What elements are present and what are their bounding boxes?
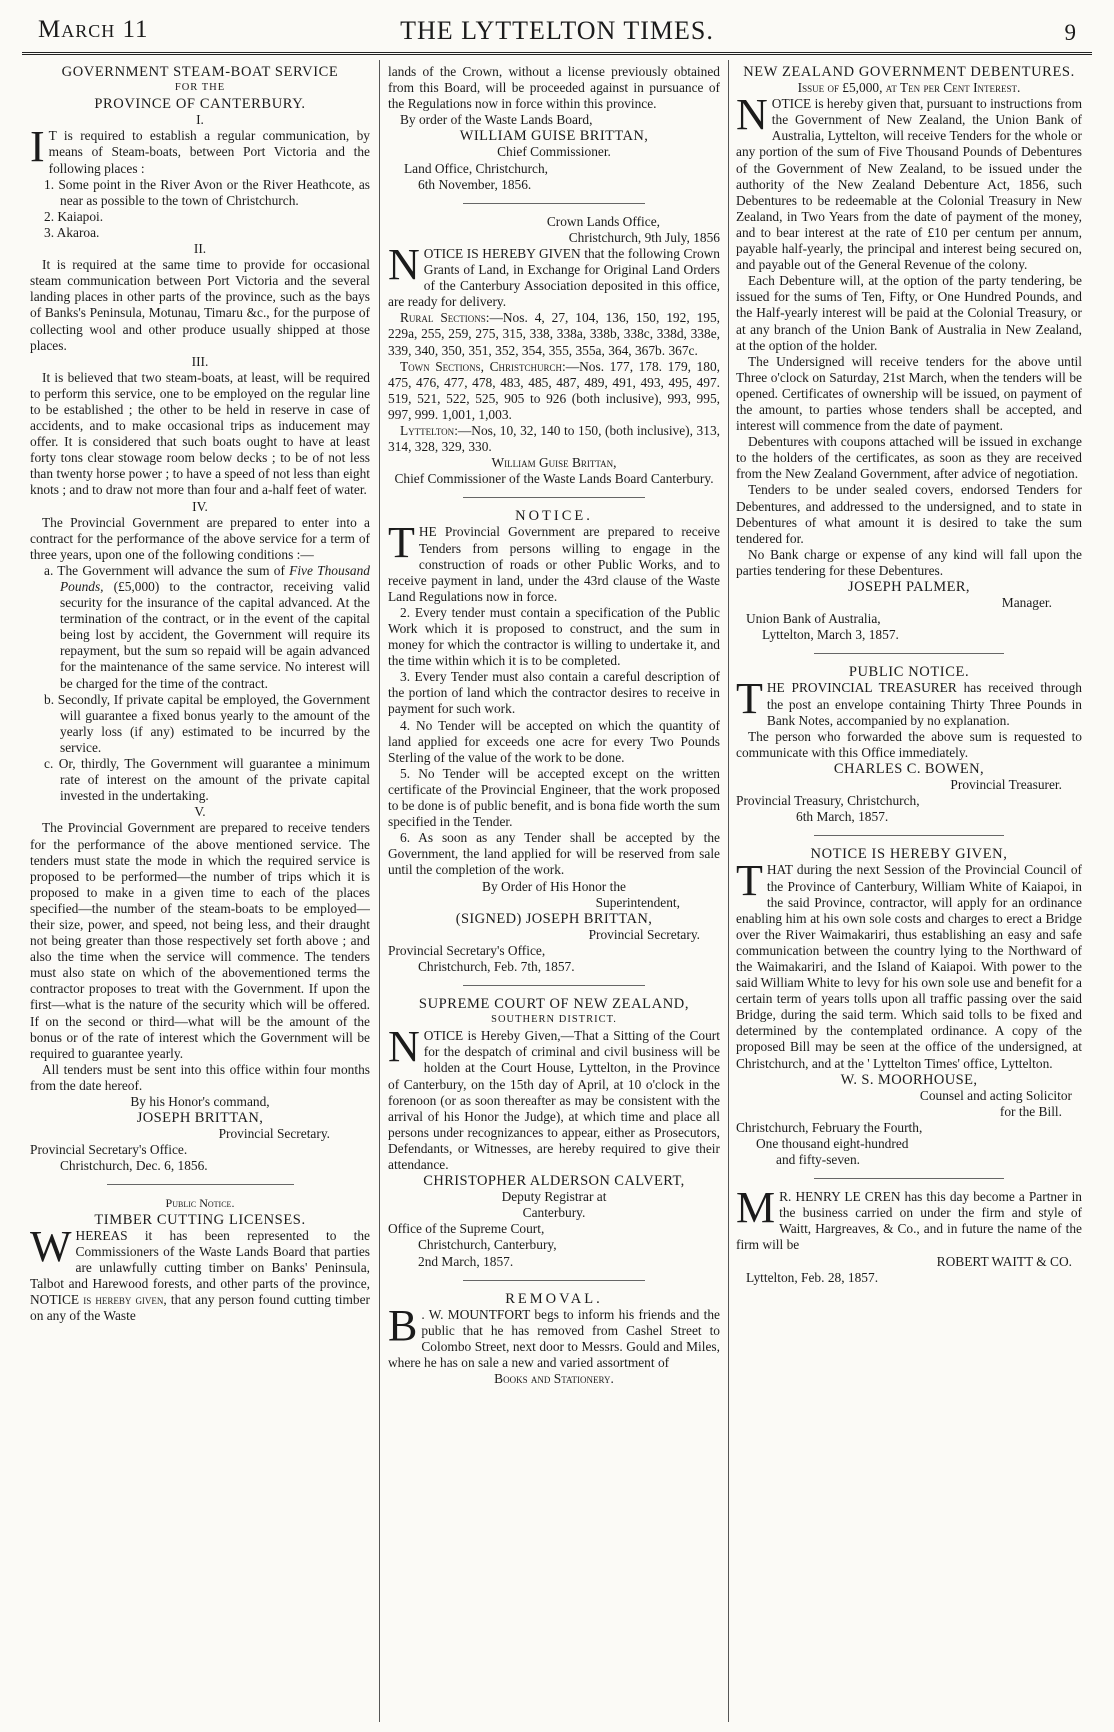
notice-heading: TIMBER CUTTING LICENSES.	[94, 1211, 306, 1228]
paragraph: lands of the Crown, without a license previously obtained from this Board, will be proceeded against in pursuance of the Regulations now in force within this province.	[388, 64, 720, 112]
paragraph: :—Nos, 10, 32, 140 to 150, (both inclusive), 313, 314, 328, 329, 330.	[388, 422, 720, 455]
drop-cap: I	[30, 122, 45, 172]
notice-subheading: Issue of £5,000, at Ten per Cent Interest.	[797, 80, 1021, 96]
signatory-name: JOSEPH BRITTAN,	[136, 1110, 264, 1127]
signature-line: Superintendent,	[595, 894, 680, 910]
paragraph: 4. No Tender will be accepted on which the quantity of land applied for exceeds one acre for every Two Pounds Sterling of the value of the work to be done.	[388, 717, 720, 765]
notice-heading: NEW ZEALAND GOVERNMENT DEBENTURES.	[743, 64, 1075, 80]
signatory-name: CHARLES C. BOWEN,	[833, 760, 985, 777]
paragraph: —Nos. 4, 27, 104, 136, 150, 192, 195, 229a, 255, 259, 275, 315, 338, 338a, 338b, 338c, 338d, 338e, 339, 340, 350, 351, 352, 354, 355, 355a, 364, 367b. 367c.	[388, 310, 720, 358]
section-rule	[107, 1184, 294, 1185]
paragraph: T is required to establish a regular communication, by means of Steam-boats, between Port Victoria and the following places :	[48, 128, 370, 176]
paragraph: OTICE is Hereby Given,—That a Sitting of the Court for the despatch of criminal and civil business will be holden at the Court House, Lyttelton, in the Province of Canterbury, on the 15th day of April, at 10 o'clock in the forenoon (or as soon thereafter as may be consistent with the arrival of his Honor the Judge), at which time and place all persons under recognizances to appear, either as Prosecutors, Defendants, or Witnesses, are hereby required to give their attendance.	[388, 1028, 720, 1172]
drop-cap: B	[388, 1300, 418, 1350]
removal-notice	[388, 1291, 720, 1388]
notice-heading: NOTICE.	[515, 508, 593, 525]
section-rule	[463, 985, 646, 986]
emphasis: Books and Stationery.	[494, 1371, 614, 1387]
section-rule	[463, 1280, 646, 1281]
drop-cap: M	[736, 1183, 776, 1233]
list-item-text: a. The Government will advance the sum of	[44, 562, 285, 578]
drop-cap: N	[388, 1022, 420, 1072]
paragraph: All tenders must be sent into this office within four months from the date hereof.	[30, 1061, 370, 1093]
section-rule	[463, 497, 646, 498]
partnership-notice	[736, 1183, 1082, 1286]
steam-boat-notice	[30, 64, 370, 1174]
signatory-role: Canterbury.	[522, 1205, 586, 1221]
notice-heading: REMOVAL.	[505, 1290, 603, 1307]
notice-heading: PUBLIC NOTICE.	[848, 664, 970, 681]
public-works-notice	[388, 508, 720, 975]
list-item: c. Or, thirdly, The Government will guarantee a minimum rate of interest on the amount of the private capital invested in the undertaking.	[44, 756, 370, 804]
paragraph: The Provincial Government are prepared to enter into a contract for the performance of the above service for a term of three years, upon one of the following conditions :—	[30, 514, 370, 562]
signatory-name: JOSEPH PALMER,	[848, 579, 970, 595]
section-rule	[814, 1178, 1004, 1179]
paragraph: HAT during the next Session of the Provincial Council of the Province of Canterbury, William White of Kaiapoi, in the said Province, contractor, will apply for an ordinance enabling him at his own sole costs and charges to erect a Bridge over the River Waimakariri, thus establishing an easy and safe communication between the country lying to the Northward of the Waimakariri, and the Island of Kaiapoi. With power to the said William White to levy for his own sole use and benefit for a certain term of years tolls upon all traffic passing over the said Bridge, during the said term. Which said tolls to be fixed and determined by the contemplated ordinance. A copy of the proposed Bill may be seen at the office of the undersigned, at Christchurch, and at the ' Lyttelton Times' office, Lyttelton.	[736, 862, 1082, 1071]
column-1	[30, 64, 370, 1724]
date-line: Christchurch, February the Fourth,	[736, 1119, 923, 1135]
list-item: b. Secondly, If private capital be employed, the Government will guarantee a fixed bonus yearly to the amount of the yearly loss (if any) estimated to be incurred by the service.	[44, 691, 370, 755]
issue-date: March 11	[38, 16, 149, 43]
section-number: II.	[193, 241, 207, 257]
office-line: Provincial Secretary's Office.	[30, 1142, 188, 1158]
label: Town Sections, Christchurch	[400, 358, 563, 374]
drop-cap: N	[736, 90, 768, 140]
section-number: IV.	[192, 498, 208, 514]
newspaper-title: THE LYTTELTON TIMES.	[400, 16, 714, 45]
list-item: 2. Kaiapoi.	[44, 208, 104, 224]
column-divider	[379, 60, 380, 1722]
signatory-role: Manager.	[1001, 595, 1052, 611]
paragraph: The person who forwarded the above sum is requested to communicate with this Office immediately.	[736, 728, 1082, 760]
notice-subheading: SOUTHERN DISTRICT.	[491, 1014, 617, 1026]
signatory-role: Deputy Registrar at	[501, 1189, 607, 1205]
paragraph: The Undersigned will receive tenders for the above until Three o'clock on Saturday, 21st March, when the tenders will be opened. Certificates of ownership will be issued, on payment of the amount, to parties whose tenders shall be accepted, and interest will commence from the date of payment.	[736, 353, 1082, 434]
paragraph: Tenders to be under sealed covers, endorsed Tenders for Debentures, and addressed to the undersigned, and to state in Debentures of what amount it is desired to take the sum tendered for.	[736, 482, 1082, 546]
office-line: Christchurch, Canterbury,	[418, 1237, 557, 1253]
date-line: 6th November, 1856.	[418, 176, 532, 192]
paragraph: It is believed that two steam-boats, at least, will be required to perform this service, one to be employed on the regular line to be established ; the other to be held in reserve in case of accidents, and to make occasional trips as inducement may offer. It is considered that such boats ought to have at least forty tons clear stowage room below decks ; to be of not less than twenty horse power ; to have a speed of not less than eight knots ; and to draw not more than four and a-half feet of water.	[30, 369, 370, 498]
signatory-name: William Guise Brittan,	[491, 455, 617, 471]
paragraph: HE PROVINCIAL TREASURER has received through the post an envelope containing Thirty Three Pounds in Bank Notes, accompanied by no explanation.	[766, 680, 1082, 728]
date-line: Christchurch, Dec. 6, 1856.	[60, 1158, 208, 1174]
paragraph: No Bank charge or expense of any kind will fall upon the parties tendering for these Debentures.	[736, 546, 1082, 578]
masthead	[18, 10, 1096, 54]
signatory-name: W. S. MOORHOUSE,	[840, 1071, 978, 1088]
timber-notice	[30, 1195, 370, 1324]
paragraph: that any person found cutting timber on any of the Waste	[30, 1292, 370, 1324]
column-2	[388, 64, 720, 1724]
timber-notice-continued	[388, 64, 720, 193]
signatory-role: Counsel and acting Solicitor	[919, 1087, 1072, 1103]
signatory-role: for the Bill.	[999, 1103, 1062, 1119]
section-number: I.	[196, 112, 204, 128]
paragraph: 2. Every tender must contain a specification of the Public Work which it is proposed to construct, and the sum in money for which the contractor is willing to undertake it, and the time within which it is to be completed.	[388, 604, 720, 669]
date-line: Christchurch, Feb. 7th, 1857.	[418, 958, 575, 974]
emphasis: NOTICE is hereby given,	[30, 1292, 167, 1308]
notice-heading: GOVERNMENT STEAM-BOAT SERVICE	[61, 64, 339, 80]
date-line: 2nd March, 1857.	[418, 1253, 514, 1269]
signatory-role: Provincial Secretary.	[588, 926, 700, 942]
crown-grants-notice	[388, 214, 720, 488]
drop-cap: T	[736, 674, 763, 724]
column-divider	[728, 60, 729, 1722]
paragraph: OTICE is hereby given that, pursuant to instructions from the Government of New Zealand, the Union Bank of Australia, Lyttelton, will receive Tenders for the whole or any portion of the sum of Five Thousand Pounds of Debentures of the Government of New Zealand, to be issued under the authority of the New Zealand Debenture Act, 1856, such Debentures to be redeemable at the Colonial Treasury in New Zealand, in Two Years from the date of payment of the money, and to bear interest at the rate of £10 per centum per annum, payable half-yearly, the principal and interest being secured on, and payable out of the General Revenue of the colony.	[736, 96, 1082, 273]
paragraph: 3. Every Tender must also contain a careful description of the portion of land which the contractor desires to receive in payment for such work.	[388, 669, 720, 717]
paragraph: OTICE IS HEREBY GIVEN that the following Crown Grants of Land, in Exchange for Original Land Orders of the Canterbury Association deposited in this office, are ready for delivery.	[388, 245, 720, 310]
signatory-name: WILLIAM GUISE BRITTAN,	[459, 128, 649, 145]
supreme-court-notice	[388, 996, 720, 1270]
page-number: 9	[1064, 20, 1076, 45]
section-number: III.	[191, 353, 209, 369]
office-line: Union Bank of Australia,	[746, 611, 881, 627]
section-rule	[463, 203, 646, 204]
signatory-name: (SIGNED) JOSEPH BRITTAN,	[455, 910, 653, 927]
notice-subheading: FOR THE	[174, 82, 226, 94]
signatory-role: Provincial Secretary.	[218, 1126, 330, 1142]
notice-heading: PROVINCE OF CANTERBURY.	[94, 96, 306, 113]
bridge-notice	[736, 846, 1082, 1168]
office-line: Provincial Secretary's Office,	[388, 942, 546, 958]
paragraph: Each Debenture will, at the option of the party tendering, be issued for the sums of Ten, Fifty, or One Hundred Pounds, and the Half-yearly interest will be paid at the Colonial Treasury, or at any branch of the Union Bank of Australia in New Zealand, at the option of the holder.	[736, 273, 1082, 353]
paragraph: R. HENRY LE CREN has this day become a Partner in the business carried on under the firm and style of Waitt, Hargreaves, & Co., and in future the name of the firm will be	[736, 1189, 1082, 1253]
signature-line: By Order of His Honor the	[482, 878, 626, 894]
date-line: Lyttelton, March 3, 1857.	[762, 627, 899, 643]
public-notice	[736, 664, 1082, 825]
paragraph: 6. As soon as any Tender shall be accepted by the Government, the land applied for will be reserved from sale until the completion of the work.	[388, 830, 720, 878]
notice-label: Public Notice.	[165, 1196, 235, 1211]
drop-cap: W	[30, 1221, 72, 1271]
office-line: Crown Lands Office,	[546, 213, 660, 229]
list-item: 3. Akaroa.	[44, 224, 100, 240]
paragraph: HE Provincial Government are prepared to receive Tenders from persons willing to engage in the construction of roads or other Public Works, and to receive payment in land, under the 43rd clause of the Waste Land Regulations now in force.	[388, 524, 720, 604]
signatory-role: Chief Commissioner of the Waste Lands Board Canterbury.	[394, 471, 714, 487]
debentures-notice	[736, 64, 1082, 643]
paragraph: . W. MOUNTFORT begs to inform his friends and the public that he has removed from Cashel Street to Colombo Street, next door to Messrs. Gould and Miles, where he has on sale a new and varied assortment of	[388, 1306, 720, 1371]
office-line: Office of the Supreme Court,	[388, 1221, 545, 1237]
paragraph: The Provincial Government are prepared to receive tenders for the performance of the above mentioned service. The tenders must state the mode in which the required service is proposed to be performed—the number of trips which it is proposed to make in a given time to each of the places specified—the number of the steam-boats to be employed—their size, power, and speed, not being less, and their draught not being greater than those respectively set forth above ; and also the time when the service will commence. The tenders must also state on which of the abovementioned terms the contractor proposes to treat with the Government. If upon the first—what is the nature of the security which will be offered. If on the second or third—what will be the amount of the bonus or of the rate of interest which the Government will be required to guarantee yearly.	[30, 820, 370, 1061]
masthead-rule	[22, 52, 1092, 55]
drop-cap: T	[736, 856, 763, 906]
signatory-name: CHRISTOPHER ALDERSON CALVERT,	[423, 1173, 685, 1190]
drop-cap: N	[388, 239, 420, 289]
paragraph: :—Nos. 177, 178. 179, 180, 475, 476, 477, 478, 483, 485, 487, 489, 491, 493, 495, 497. 519, 521, 522, 525, 905 to 926 (both inclusive), 993, 995, 997, 999. 1,001, 1,003.	[388, 358, 720, 422]
signature-line: By order of the Waste Lands Board,	[400, 112, 593, 128]
column-3	[736, 64, 1082, 1724]
signature-line: By his Honor's command,	[130, 1094, 270, 1109]
section-rule	[814, 835, 1004, 836]
label: Lyttelton	[400, 422, 455, 438]
section-rule	[814, 653, 1004, 654]
notice-heading: SUPREME COURT OF NEW ZEALAND,	[418, 996, 690, 1013]
list-item: 1. Some point in the River Avon or the River Heathcote, as near as possible to the town of Christchurch.	[44, 176, 370, 208]
drop-cap: T	[388, 518, 415, 568]
date-line: Christchurch, 9th July, 1856	[568, 229, 720, 245]
office-line: Land Office, Christchurch,	[404, 160, 549, 176]
paragraph: Debentures with coupons attached will be issued in exchange to the holders of the certificates, as soon as they are received from the New Zealand Government, after advice of negotiation.	[736, 434, 1082, 482]
firm-name: ROBERT WAITT & CO.	[936, 1253, 1072, 1269]
section-number: V.	[194, 804, 206, 820]
date-line: One thousand eight-hundred	[756, 1136, 909, 1151]
notice-heading: NOTICE IS HEREBY GIVEN,	[810, 846, 1008, 863]
date-line: 6th March, 1857.	[796, 809, 889, 825]
signatory-role: Chief Commissioner.	[497, 144, 611, 160]
office-line: Provincial Treasury, Christchurch,	[736, 793, 920, 809]
list-item-text: (£5,000) to the contractor, receiving valid security for the insurance of the capital advanced. At the termination of the contract, or in the event of the capital being lost by accident, the Government will require its repayment, but the sum so repaid will be again advanced for the maintenance of the same service. No interest will be charged for the time of the contract.	[60, 579, 370, 691]
paragraph: 5. No Tender will be accepted except on the written certificate of the Provincial Engineer, that the work proposed to be done is of public benefit, and is bona fide worth the sum specified in the Tender.	[388, 765, 720, 830]
label: Rural Sections:	[400, 310, 490, 326]
paragraph: HEREAS it has been represented to the Commissioners of the Waste Lands Board that parties are unlawfully cutting timber on Banks' Peninsula, Talbot and Harewood forests, and other parts of the province,	[30, 1227, 370, 1291]
list-item-emphasis: Five Thousand Pounds,	[60, 562, 370, 594]
list-item	[30, 563, 370, 692]
signatory-role: Provincial Treasurer.	[950, 777, 1062, 793]
paragraph: It is required at the same time to provide for occasional steam communication between Port Victoria and the several landing places in other parts of the province, such as the bays of Banks's Peninsula, Motunau, Timaru &c., for the purpose of collecting wool and other produce usually shipped at those places.	[30, 257, 370, 353]
date-line: and fifty-seven.	[776, 1152, 861, 1168]
date-line: Lyttelton, Feb. 28, 1857.	[746, 1269, 879, 1285]
